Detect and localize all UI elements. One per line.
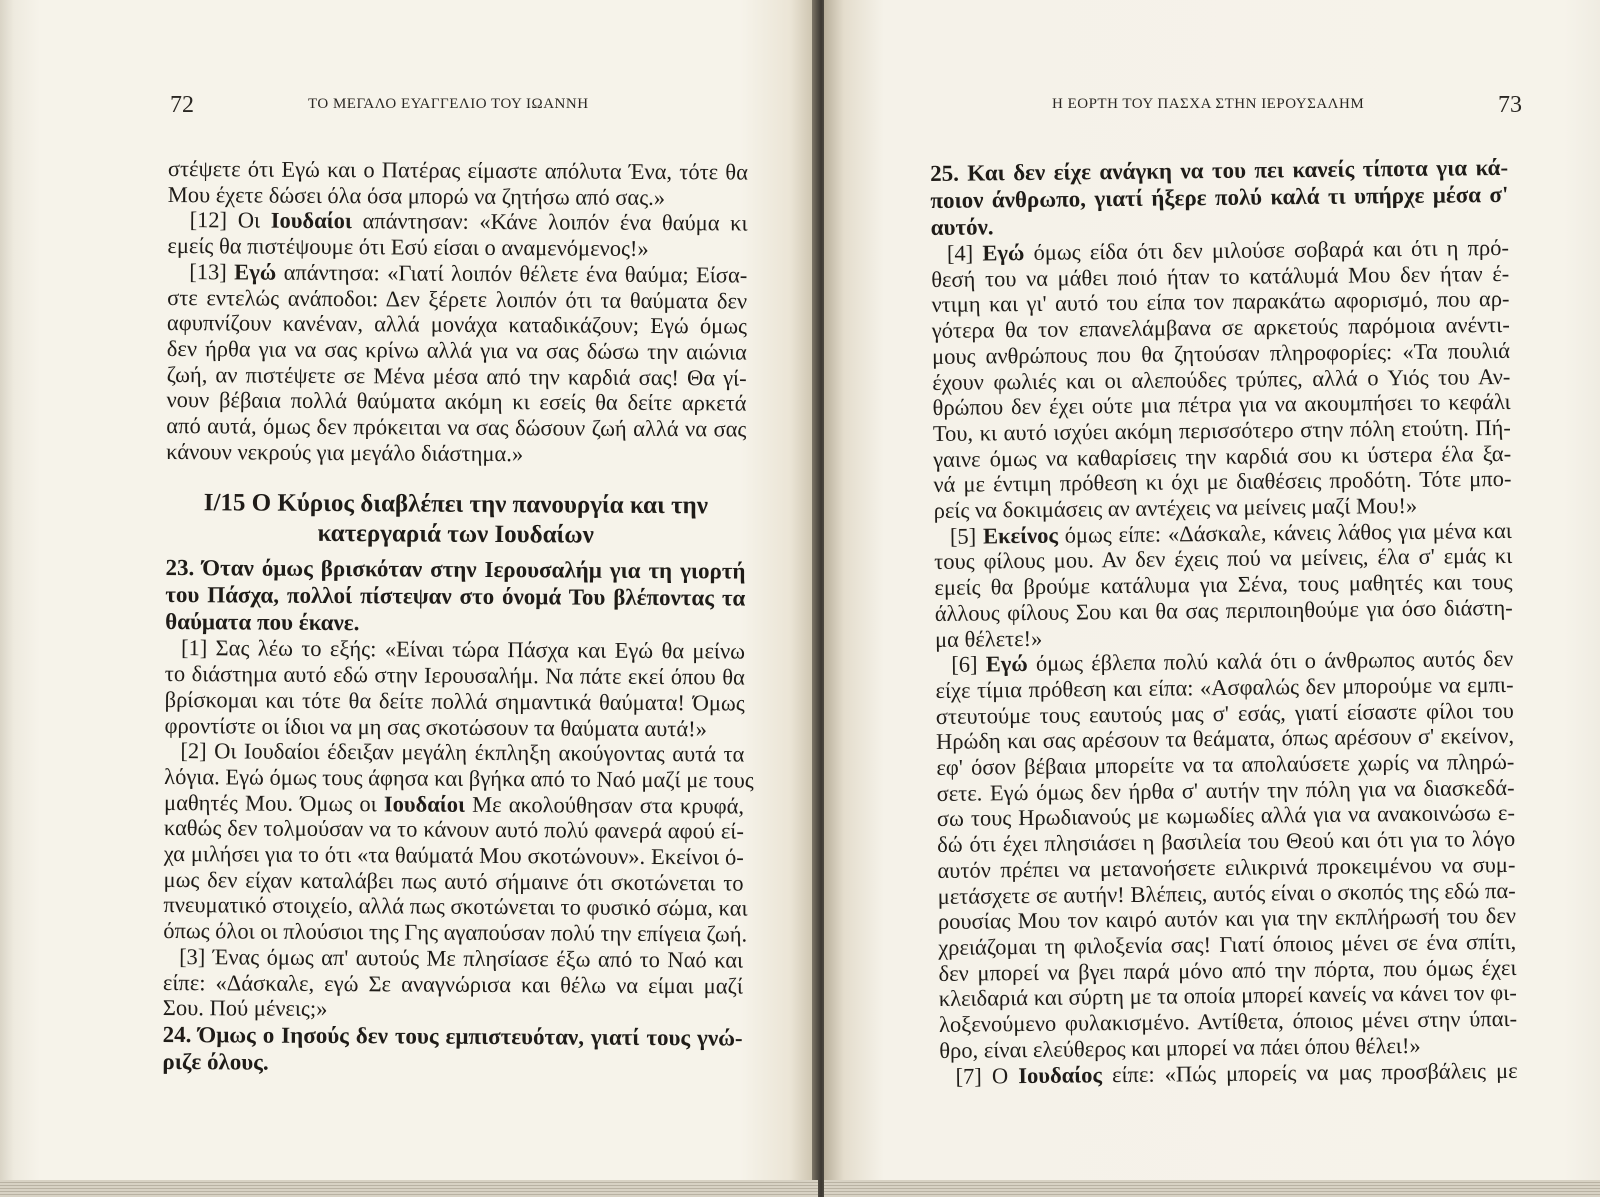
paragraph-6: [6] Εγώ όμως έβλεπα πολύ καλά ότι ο άνθρωπος αυτός δεν [951, 646, 1514, 678]
text-line: ρείς να δοκιμάσεις αν αντέχεις να μείνεις μαζί Μου!» [933, 492, 1418, 524]
text-line: στε εντελώς ανάποδοι: Δεν ξέρετε λοιπόν ότι τα θαύματα δεν [167, 284, 748, 314]
text-line: βρίσκομαι και τότε θα δείτε πολλά σημαντικά θαύματα! Όμως [164, 686, 745, 716]
text-line: ντιμη και γι' αυτό του είπα τον παρακάτω αφορισμό, που αρ- [931, 286, 1510, 318]
right-page-edge [824, 1180, 1600, 1197]
text-line: σετε. Εγώ όμως δεν ήρθα σ' αυτήν την πόλη για να διασκεδά- [936, 774, 1515, 806]
text-line: Μου έχετε δώσει όλα όσα μπορώ να ζητήσω από σας.» [167, 181, 666, 210]
text-line: χα μιλήσει για το ότι «τα θαύματά Μου σκοτώνουν». Εκείνοι ό- [163, 841, 744, 870]
text-line: νουν βέβαια πολλά θαύματα ακόμη κι εσείς θα δείτε αρκετά [166, 387, 747, 416]
text-line: Του, κι αυτό ισχύει ακόμη περισσότερο στην πόλη ετούτη. Πή- [932, 414, 1511, 446]
text-line: Σου. Πού μένεις;» [162, 995, 328, 1022]
text-line: τους φίλους μου. Αν δεν έχεις πού να μείνεις, έλα σ' εμάς κι [934, 543, 1513, 575]
verse-24: 24. Όμως ο Ιησούς δεν τους εμπιστευόταν, γιατί τους γνώ- ριζε όλους. [162, 1021, 743, 1075]
text-line: θεσή του να μάθει ποιό ήταν το κατάλυμά Μου δεν ήταν έ- [931, 260, 1510, 292]
paragraph-5: [5] Εκείνος όμως είπε: «Δάσκαλε, κάνεις λάθος για μένα και [949, 517, 1513, 549]
text-line: όπως όλοι οι πλούσιοι της Γης αγαπούσαν πολύ την επίγεια ζωή. [163, 918, 748, 947]
paragraph-2: [2] Οι Ιουδαίοι έδειξαν μεγάλη έκπληξη ακούγοντας αυτά τα [180, 738, 745, 767]
verse-23: 23. Όταν όμως βρισκόταν στην Ιερουσαλήμ για τη γιορτή του Πάσχα, πολλοί πίστεψαν στο όνομά Του βλέποντας τα θαύματα που έκανε. [165, 555, 746, 636]
text-line: γαινε όμως να καθαρίσεις την καρδιά σου κι ύστερα έλα ξα- [933, 440, 1512, 472]
paragraph-4: [4] Εγώ όμως είδα ότι δεν μιλούσε σοβαρά και ότι η πρό- [946, 234, 1510, 266]
right-page-number: 73 [1498, 92, 1522, 118]
text-line: πνευματικό στοιχείο, αλλά πως σκοτώνεται το φυσικό σώμα, και [163, 892, 748, 922]
text-line: Ηρώδη και σας αρέσουν τα θεάματα, όπως αρέσουν σ' εκείνον, [935, 723, 1515, 755]
text-line: εμείς θα πιστέψουμε ότι Εσύ είσαι ο αναμενόμενος!» [167, 233, 649, 262]
text-line: κάνουν νεκρούς για μεγάλο διάστημα.» [166, 438, 524, 466]
left-running-header: ΤΟ ΜΕΓΑΛΟ ΕΥΑΓΓΕΛΙΟ ΤΟΥ ΙΩΑΝΝΗ [308, 96, 589, 112]
verse-25: 25. Και δεν είχε ανάγκη να του πει κανείς τίποτα για κά- ποιον άνθρωπο, γιατί ήξερε πολύ καλά τι υπήρχε μέσα σ' αυτόν. [930, 154, 1509, 240]
left-body-text [162, 156, 754, 1079]
left-page-number: 72 [170, 92, 194, 118]
right-body-text [930, 154, 1518, 1089]
text-line: από αυτά, όμως δεν πρόκειται να σας δώσουν ζωή αλλά να σας [166, 413, 747, 442]
right-running-header: Η ΕΟΡΤΗ ΤΟΥ ΠΑΣΧΑ ΣΤΗΝ ΙΕΡΟΥΣΑΛΗΜ [1052, 96, 1365, 112]
paragraph-1: [1] Σας λέω το εξής: «Είναι τώρα Πάσχα και Εγώ θα μείνω [180, 635, 746, 664]
text-line: θρώπου δεν έχει ούτε μια πέτρα για να ακουμπήσει το κεφάλι [932, 389, 1511, 421]
left-page-edge [0, 1180, 818, 1197]
text-line: χρειάζομαι τη φιλοξενία σας! Γιατί όποιος μένει σε ένα σπίτι, [938, 928, 1517, 960]
text-line: εμείς θα βρούμε κατάλυμα για Σένα, τους μαθητές και τους [934, 569, 1513, 601]
text-line: είχε τίμια πρόθεση και είπα: «Ασφαλώς δεν μπορούμε να εμπι- [935, 671, 1514, 703]
text-line: άλλους φίλους Σου και θα σας περιποιηθούμε για όσο διάστη- [934, 594, 1513, 626]
paragraph-12: [12] Οι Ιουδαίοι απάντησαν: «Κάνε λοιπόν ένα θαύμα κι [189, 207, 748, 236]
text-line: φροντίστε οι ίδιοι να μη σας σκοτώσουν τα θαύματα αυτά!» [164, 712, 707, 741]
text-line: είπε: «Δάσκαλε, εγώ Σε αναγνώρισα και θέλω να είμαι μαζί [162, 969, 744, 999]
text-line: λόγια. Εγώ όμως τους άφησα και βγήκα από το Ναό μαζί με τους [164, 763, 754, 793]
text-line: στευτούμε τους εαυτούς μας σ' εσάς, γιατί είσαστε φίλοι του [935, 697, 1514, 729]
text-line: μως δεν είχαν καταλάβει πως αυτό σήμαινε ότι σκοτώνεται το [163, 866, 744, 896]
paragraph-13: [13] Εγώ απάντησα: «Γιατί λοιπόν θέλετε ένα θαύμα; Είσα- [189, 258, 748, 288]
text-line: θρο, είναι ελεύθερος και μπορεί να πάει όπου θέλει!» [939, 1032, 1421, 1063]
text-line: μα θέλετε!» [934, 625, 1043, 652]
text-line: έχουν φωλιές και οι αλεπούδες τρύπες, αλλά ο Υιός του Αν- [932, 363, 1511, 395]
paragraph-7: [7] Ο Ιουδαίος είπε: «Πώς μπορείς να μας προσβάλεις με [955, 1057, 1518, 1089]
text-line: δώ ότι έχει πλησιάσει η βασιλεία του Θεού και ότι για το λόγο [937, 826, 1516, 858]
chapter-heading: I/15 Ο Κύριος διαβλέπει την πανουργία και την κατεργαριά των Ιουδαίων [203, 489, 709, 550]
text-line: στέψετε ότι Εγώ και ο Πατέρας είμαστε απόλυτα Ένα, τότε θα [167, 156, 748, 185]
text-line: μους ανθρώπους που θα ζητούσαν πληροφορίες: «Τα πουλιά [931, 337, 1511, 369]
text-line: γότερα θα τον επανελάμβανα σε αρκετούς παρόμοια ανέντι- [931, 312, 1510, 344]
text-line: μετάσχετε σε αυτήν! Βλέπεις, αυτός είναι ο σκοπός της εδώ πα- [937, 877, 1516, 909]
text-line: δεν μπορεί να βγει παρά μόνο από την πόρτα, που όμως έχει [938, 954, 1517, 986]
text-line: κλειδαριά και σύρτη με τα οποία μπορεί κανείς να κάνει τον φι- [938, 980, 1517, 1012]
text-line: αυτόν πρέπει να μετανοήσετε ειλικρινά προκειμένου να συμ- [937, 851, 1516, 883]
paragraph-3: [3] Ένας όμως απ' αυτούς Με πλησίασε έξω από το Ναό και [179, 943, 744, 973]
text-line: λοξενούμενο φυλακισμένο. Αντίθετα, όποιος μένει στην ύπαι- [938, 1005, 1518, 1038]
text-line: το διάστημα αυτό εδώ στην Ιερουσαλήμ. Να πάτε εκεί όπου θα [164, 661, 745, 690]
text-line: σω τους Ηρωδιανούς με κωμωδίες αλλά για να ανακοινώσω ε- [936, 800, 1515, 832]
text-line: νά με έντιμη πρόθεση κι όχι με διαθέσεις προδότη. Τότε μπο- [933, 466, 1512, 498]
text-line: εφ' όσον βέβαια μπορείτε να τα απολαύσετε χωρίς να πληρώ- [936, 748, 1515, 781]
text-line: μαθητές Μου. Όμως οι Ιουδαίοι Με ακολούθησαν στα κρυφά, [163, 789, 745, 819]
text-line: καθώς δεν τολμούσαν να το κάνουν αυτό πολύ φανερά αφού εί- [163, 815, 744, 844]
text-line: ρουσίας Μου τον καιρό αυτόν και για την εκπλήρωσή του δεν [937, 903, 1517, 935]
text-line: αφυπνίζουν κανέναν, αλλά μονάχα καταδικάζουν; Εγώ όμως [166, 310, 748, 339]
text-line: δεν ήρθα για να σας κρίνω αλλά για να σας δώσω την αιώνια [166, 335, 747, 365]
text-line: ζωή, αν πιστέψετε σε Μένα μέσα από την καρδιά σας! Θα γί- [166, 361, 747, 391]
